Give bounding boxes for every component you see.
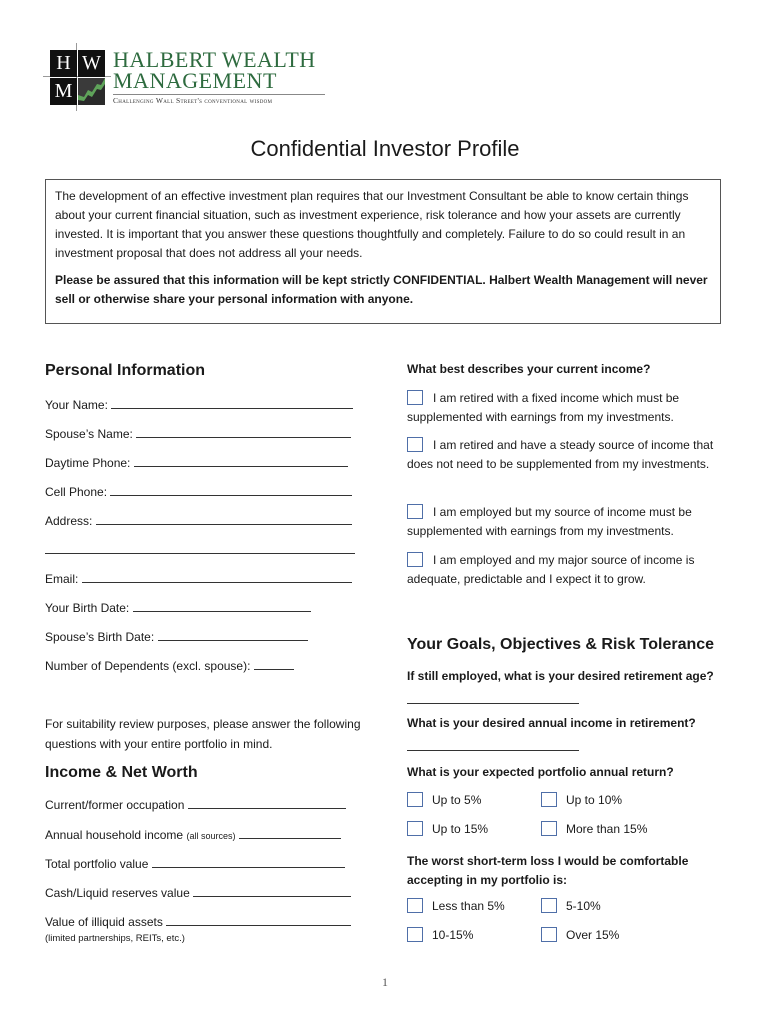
suitability-note: For suitability review purposes, please answer the following questions with your entire portfolio in mind. (45, 717, 361, 751)
occupation-input[interactable] (188, 797, 346, 809)
loss-option-less-than-5[interactable]: Less than 5% (407, 898, 505, 913)
field-email[interactable]: Email: (45, 571, 352, 586)
annual-return-question: What is your expected portfolio annual return? (407, 765, 674, 779)
loss-option-5-10[interactable]: 5-10% (541, 898, 601, 913)
current-income-question: What best describes your current income? (407, 362, 651, 376)
birth-date-input[interactable] (133, 600, 311, 612)
short-term-loss-question: The worst short-term loss I would be comfortable accepting in my portfolio is: (407, 854, 689, 887)
loss-option-10-15[interactable]: 10-15% (407, 927, 473, 942)
field-your-name[interactable]: Your Name: (45, 397, 353, 412)
checkbox[interactable] (541, 898, 557, 913)
income-option-4[interactable]: I am employed and my major source of income is adequate, predictable and I expect it to grow. (407, 553, 695, 586)
retirement-income-input[interactable] (407, 739, 579, 751)
logo-mark (47, 47, 107, 107)
spouse-birth-date-input[interactable] (158, 629, 308, 641)
field-portfolio-value[interactable]: Total portfolio value (45, 856, 345, 871)
address-line2-input[interactable] (45, 542, 355, 554)
illiquid-assets-input[interactable] (166, 914, 351, 926)
page-number: 1 (382, 975, 388, 989)
return-option-up-to-10[interactable]: Up to 10% (541, 792, 622, 807)
income-option-1[interactable]: I am retired with a fixed income which must be supplemented with earnings from my investments. (407, 391, 680, 424)
chart-growth-icon (78, 78, 105, 105)
checkbox[interactable] (407, 821, 423, 836)
field-household-income[interactable]: Annual household income (all sources) (45, 827, 341, 842)
checkbox[interactable] (407, 504, 423, 519)
cash-reserves-input[interactable] (193, 885, 351, 897)
checkbox[interactable] (541, 927, 557, 942)
your-name-input[interactable] (111, 397, 353, 409)
return-option-up-to-15[interactable]: Up to 15% (407, 821, 488, 836)
checkbox[interactable] (407, 927, 423, 942)
field-address-line2[interactable] (45, 542, 355, 557)
checkbox[interactable] (407, 898, 423, 913)
checkbox[interactable] (407, 437, 423, 452)
field-daytime-phone[interactable]: Daytime Phone: (45, 455, 348, 470)
logo-letter-h: H (50, 50, 77, 77)
retirement-income-question: What is your desired annual income in retirement? (407, 716, 696, 730)
field-illiquid-assets[interactable]: Value of illiquid assets (45, 914, 351, 929)
dependents-input[interactable] (254, 658, 294, 670)
household-income-input[interactable] (239, 827, 341, 839)
intro-paragraph: The development of an effective investment plan requires that our Investment Consultant be able to know certain things about your current financial situation, such as investment experience, risk tolerance and how your assets are currently invested. It is important that you answer these questions thoughtfully and completely. Failure to do so could result in an investment proposal that does not address all your needs. (55, 189, 689, 260)
retirement-age-question: If still employed, what is your desired retirement age? (407, 669, 714, 683)
field-address[interactable]: Address: (45, 513, 352, 528)
checkbox[interactable] (407, 552, 423, 567)
section-heading-personal: Personal Information (45, 362, 206, 379)
confidential-note: Please be assured that this information will be kept strictly CONFIDENTIAL. Halbert Wealth Management will never sell or otherwise share your personal information with anyone. (55, 273, 708, 306)
income-option-2[interactable]: I am retired and have a steady source of income that does not need to be supplemented from my investments. (407, 438, 714, 471)
field-occupation[interactable]: Current/former occupation (45, 797, 346, 812)
logo-letter-w: W (78, 50, 105, 77)
daytime-phone-input[interactable] (134, 455, 348, 467)
intro-box (45, 179, 721, 324)
page-title: Confidential Investor Profile (250, 136, 520, 161)
field-cash-reserves[interactable]: Cash/Liquid reserves value (45, 885, 351, 900)
logo-divider (113, 94, 325, 95)
company-logo (47, 47, 332, 113)
checkbox[interactable] (407, 390, 423, 405)
logo-letter-m: M (50, 78, 77, 105)
return-option-more-than-15[interactable]: More than 15% (541, 821, 647, 836)
field-spouse-birth-date[interactable]: Spouse’s Birth Date: (45, 629, 308, 644)
cell-phone-input[interactable] (110, 484, 352, 496)
field-retirement-age[interactable] (407, 692, 579, 707)
checkbox[interactable] (407, 792, 423, 807)
field-spouse-name[interactable]: Spouse’s Name: (45, 426, 351, 441)
checkbox[interactable] (541, 792, 557, 807)
section-heading-income-net-worth: Income & Net Worth (45, 764, 198, 781)
field-dependents[interactable]: Number of Dependents (excl. spouse): (45, 658, 294, 673)
spouse-name-input[interactable] (136, 426, 351, 438)
section-heading-goals: Your Goals, Objectives & Risk Tolerance (407, 636, 715, 653)
field-retirement-income[interactable] (407, 739, 579, 754)
return-option-up-to-5[interactable]: Up to 5% (407, 792, 481, 807)
field-birth-date[interactable]: Your Birth Date: (45, 600, 311, 615)
email-input[interactable] (82, 571, 352, 583)
field-cell-phone[interactable]: Cell Phone: (45, 484, 352, 499)
illiquid-assets-note: (limited partnerships, REITs, etc.) (45, 933, 185, 944)
income-option-3[interactable]: I am employed but my source of income must be supplemented with earnings from my investments. (407, 505, 692, 538)
portfolio-value-input[interactable] (152, 856, 345, 868)
logo-company-name: HALBERT WEALTH MANAGEMENT (113, 47, 316, 93)
logo-tagline: Challenging Wall Street's conventional wisdom (113, 96, 273, 105)
checkbox[interactable] (541, 821, 557, 836)
loss-option-over-15[interactable]: Over 15% (541, 927, 619, 942)
address-input[interactable] (96, 513, 352, 525)
retirement-age-input[interactable] (407, 692, 579, 704)
